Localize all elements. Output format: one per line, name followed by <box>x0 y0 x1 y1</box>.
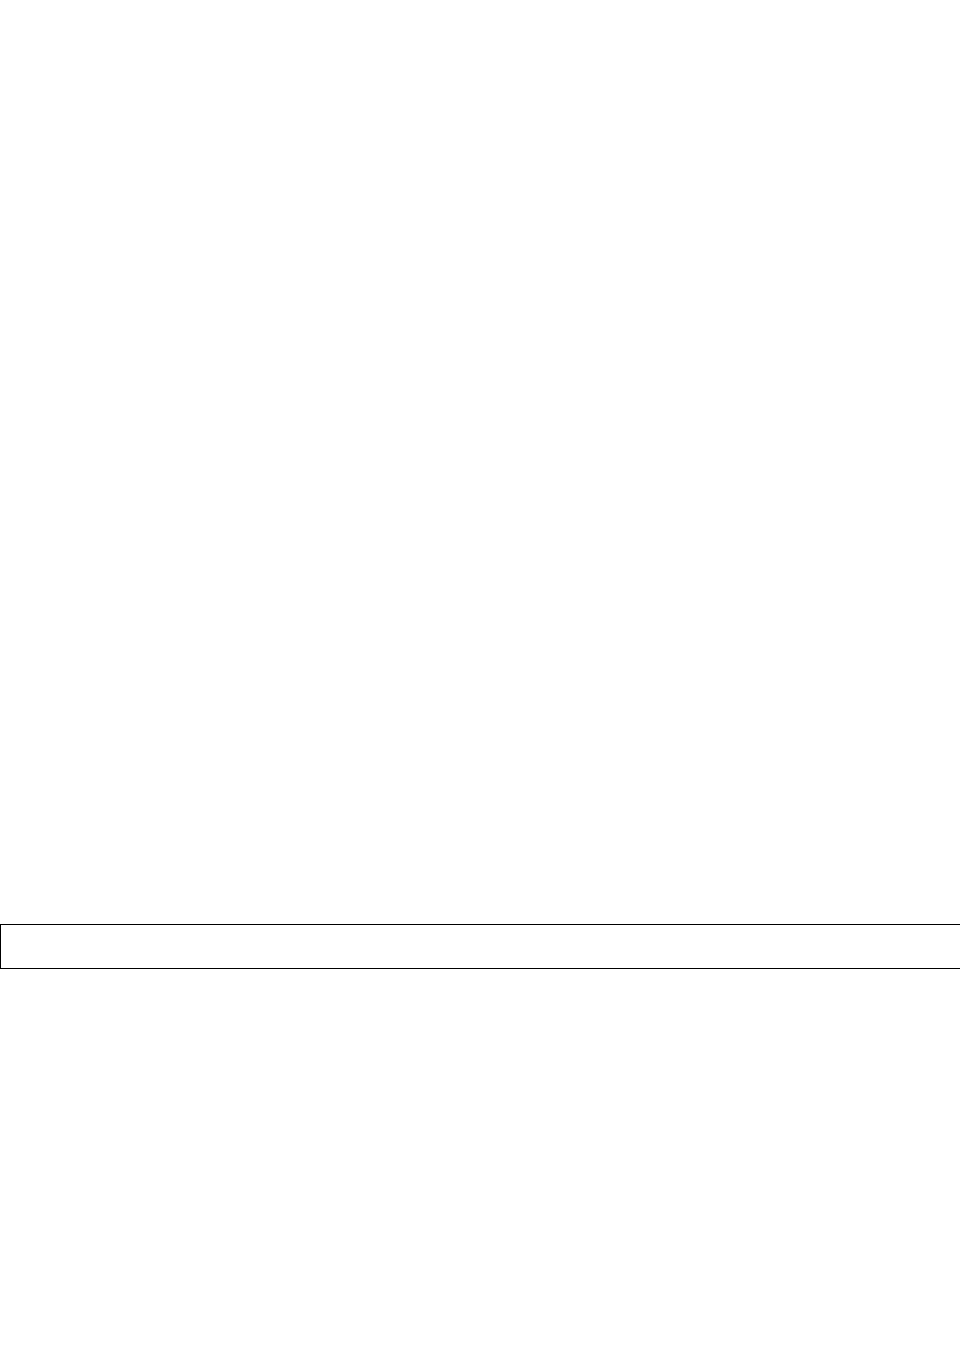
results-table-m3 <box>0 924 960 969</box>
section-title <box>204 175 800 217</box>
section-title <box>1 925 960 969</box>
section-header-m3 <box>1 925 960 969</box>
results-table-m2 <box>0 175 960 217</box>
section-header-m2 <box>0 175 960 217</box>
